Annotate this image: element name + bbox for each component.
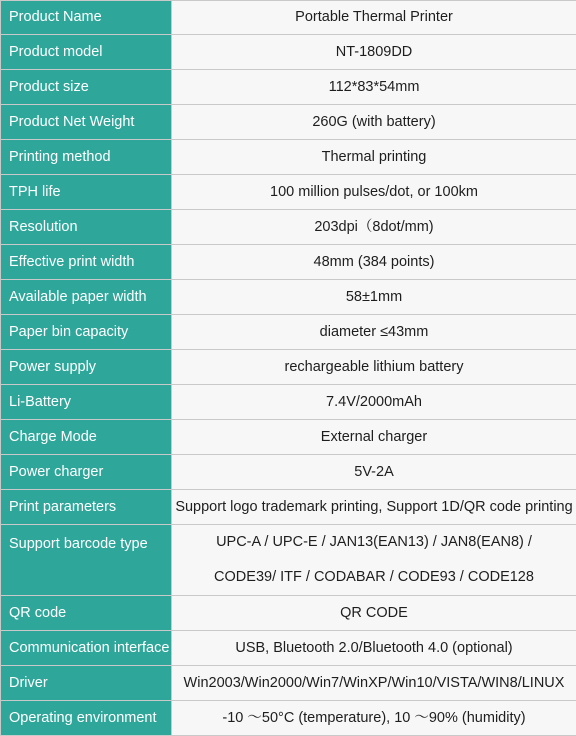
spec-value: QR CODE [172, 596, 576, 631]
spec-row [1, 105, 576, 140]
spec-label: Support barcode type [1, 525, 172, 596]
spec-value-line: UPC-A / UPC-E / JAN13(EAN13) / JAN8(EAN8) / [172, 525, 576, 560]
spec-row [1, 701, 576, 736]
spec-label: Product Net Weight [1, 105, 172, 140]
spec-value: Support logo trademark printing, Support 1D/QR code printing [172, 490, 576, 525]
spec-value: 203dpi（8dot/mm) [172, 210, 576, 245]
spec-label: Effective print width [1, 245, 172, 280]
spec-value: USB, Bluetooth 2.0/Bluetooth 4.0 (optional) [172, 631, 576, 666]
spec-row [1, 175, 576, 210]
spec-label: Paper bin capacity [1, 315, 172, 350]
spec-row [1, 455, 576, 490]
spec-row [1, 666, 576, 701]
spec-value: 100 million pulses/dot, or 100km [172, 175, 576, 210]
spec-row [1, 385, 576, 420]
spec-value: External charger [172, 420, 576, 455]
spec-label: Communication interface [1, 631, 172, 666]
spec-row [1, 1, 576, 35]
spec-label: Charge Mode [1, 420, 172, 455]
spec-value: 7.4V/2000mAh [172, 385, 576, 420]
spec-value: 260G (with battery) [172, 105, 576, 140]
spec-value: -10 ～50°C (temperature), 10 ～90% (humidity) [172, 701, 576, 736]
spec-label: Print parameters [1, 490, 172, 525]
spec-row [1, 420, 576, 455]
spec-value: rechargeable lithium battery [172, 350, 576, 385]
spec-label: Available paper width [1, 280, 172, 315]
spec-label: Li-Battery [1, 385, 172, 420]
spec-label: QR code [1, 596, 172, 631]
spec-label: Printing method [1, 140, 172, 175]
spec-value: 112*83*54mm [172, 70, 576, 105]
spec-label: Operating environment [1, 701, 172, 736]
spec-label: Product Name [1, 1, 172, 35]
spec-value: 5V-2A [172, 455, 576, 490]
spec-label: Product size [1, 70, 172, 105]
spec-value: diameter ≤43mm [172, 315, 576, 350]
spec-row [1, 596, 576, 631]
spec-value-line: CODE39/ ITF / CODABAR / CODE93 / CODE128 [172, 560, 576, 595]
spec-row [1, 245, 576, 280]
spec-value: Portable Thermal Printer [172, 1, 576, 35]
spec-label: Power charger [1, 455, 172, 490]
spec-value: 58±1mm [172, 280, 576, 315]
spec-row [1, 280, 576, 315]
spec-label: Power supply [1, 350, 172, 385]
spec-value: Thermal printing [172, 140, 576, 175]
spec-row [1, 525, 576, 596]
spec-row [1, 315, 576, 350]
spec-row [1, 140, 576, 175]
spec-label: Driver [1, 666, 172, 701]
spec-row [1, 350, 576, 385]
spec-value: NT-1809DD [172, 35, 576, 70]
spec-row [1, 35, 576, 70]
spec-value: 48mm (384 points) [172, 245, 576, 280]
spec-label: TPH life [1, 175, 172, 210]
spec-value [172, 525, 576, 596]
spec-row [1, 210, 576, 245]
spec-row [1, 631, 576, 666]
spec-row [1, 490, 576, 525]
spec-row [1, 70, 576, 105]
spec-label: Resolution [1, 210, 172, 245]
spec-label: Product model [1, 35, 172, 70]
spec-value: Win2003/Win2000/Win7/WinXP/Win10/VISTA/WIN8/LINUX [172, 666, 576, 701]
